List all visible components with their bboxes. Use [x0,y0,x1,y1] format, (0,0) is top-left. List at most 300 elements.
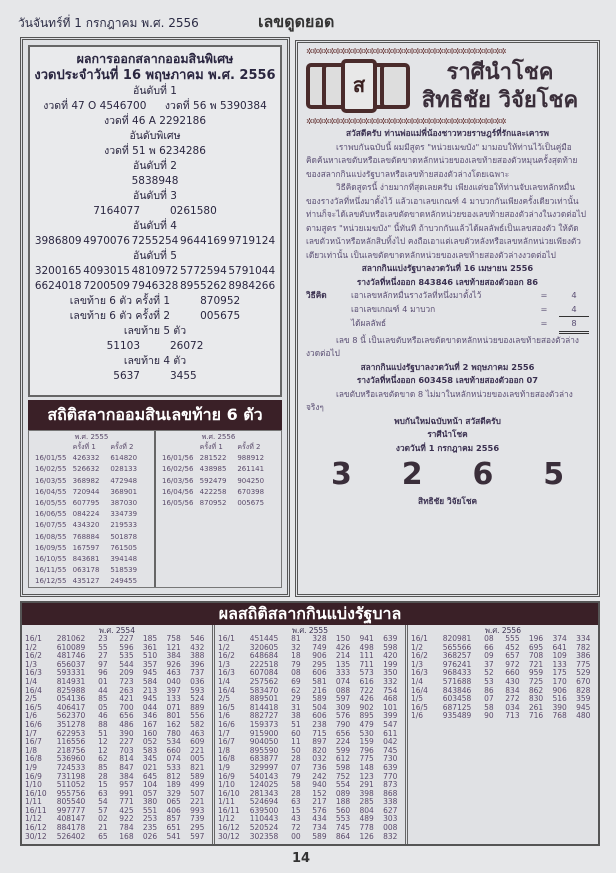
table-cell: 713 [505,711,520,721]
table-cell: 530 [359,728,374,738]
table-cell: 104 [142,780,158,790]
table-cell: 639 [383,634,398,643]
table-cell: 257562 [249,676,279,686]
last5-number: 26072 [170,340,204,352]
calc-value: 4 [571,290,577,300]
table-cell: 150 [335,634,351,643]
table-cell: 904250 [237,476,265,485]
table-cell: 026 [142,831,158,841]
table-cell: 616 [359,676,374,686]
prize-4-number: 9644169 [179,235,227,247]
table-cell: 332 [383,676,398,686]
table-cell: 1/6 [218,711,231,721]
table-row [218,687,402,696]
table-cell: 1/5 [411,694,424,704]
last6-1-number: 870952 [200,295,241,307]
table-cell: 420 [383,651,398,661]
table-cell: 599 [335,745,351,755]
table-cell: 110443 [249,814,279,824]
table-cell: 16/06/55 [35,510,67,519]
table-cell: 216 [312,685,327,695]
table-cell: 510 [142,651,158,661]
table-cell: 302358 [249,831,279,841]
table-row [35,476,148,487]
table-row [25,695,209,704]
table-cell: 581 [312,676,327,686]
prize-5-number: 8955262 [179,280,227,292]
table-cell: 612 [335,754,351,764]
special-prize-label: อันดับพิเศษ [129,130,181,142]
table-cell: 034 [505,702,520,712]
table-cell: 357 [142,659,158,669]
table-cell: 69 [291,676,301,686]
table-cell: 968433 [442,668,472,678]
table-cell: 534 [166,737,181,747]
table-cell: 775 [576,659,591,669]
table-cell: 16/1 [411,634,428,643]
table-cell: 224 [335,737,351,747]
table-cell: 028133 [110,465,138,474]
table-cell: 96 [98,668,108,678]
table-cell: 1/10 [25,780,42,790]
table-cell: 384 [166,651,181,661]
table-cell: 219533 [110,521,138,530]
table-cell: 168 [119,831,134,841]
table-row [218,652,402,661]
table-cell: 214 [335,651,351,661]
calc-eq: = [540,303,548,314]
table-cell: 16/5 [218,702,235,712]
table-row [218,712,402,721]
table-cell: 597 [335,694,351,704]
table-cell: 472948 [110,476,138,485]
table-header [35,442,148,453]
prize-4-number: 7255254 [131,235,179,247]
table-cell: 16/10 [218,788,240,798]
column-header [162,442,200,453]
table-cell: 524 [190,694,205,704]
table-cell: 941 [359,634,374,643]
table-cell: 387030 [110,499,138,508]
last4-label: เลขท้าย 4 ตัว [123,355,187,367]
table-cell: 16/2 [218,651,235,661]
lucky-zodiac-column [295,40,600,597]
table-cell: 295 [312,659,327,669]
table-cell: 217 [312,797,327,807]
table-cell: 988912 [237,454,265,463]
table-cell: 16/10/55 [35,555,67,564]
table-row [218,807,402,816]
table-cell: 074 [335,676,351,686]
table-cell: 660 [166,745,181,755]
table-cell: 731198 [56,771,86,781]
table-row [411,695,595,704]
table-cell: 16/04/56 [162,487,194,496]
table-cell: 021 [142,762,158,772]
table-cell: 044 [142,702,158,712]
table-cell: 862 [528,685,544,695]
table-cell: 350 [383,668,398,678]
prize-1-label: อันดับที่ 1 [133,85,177,97]
table-cell: 16/05/55 [35,499,67,508]
table-cell: 346 [142,711,158,721]
table-cell: 922 [119,814,134,824]
table-cell: 16/11 [25,805,47,815]
table-cell: 170 [552,676,567,686]
table-cell: 16/3 [25,668,42,678]
table-cell: 37 [484,659,494,669]
table-cell: 480 [576,711,591,721]
table-row [25,764,209,773]
table-cell: 535 [119,651,134,661]
table-cell: 334739 [110,510,138,519]
table-cell: 368257 [442,651,472,661]
table-cell: 135 [335,659,351,669]
table-cell: 23 [98,634,108,643]
table-cell: 687125 [442,702,472,712]
prize-5-number: 3200165 [34,265,82,277]
table-cell: 1/9 [25,762,38,772]
calc-label: วิธีคิด [306,290,327,300]
example-2-title: สลากกินแบ่งรัฐบาลงวดวันที่ 2 พฤษภาคม 2556 [360,361,535,372]
table-cell: 721 [528,659,544,669]
table-cell: 745 [335,823,351,833]
table-cell: 656037 [56,659,86,669]
example-2-result: รางวัลที่หนึ่งออก 603458 เลขท้ายสองตัวออก 07 [356,375,539,385]
table-cell: 603458 [442,694,472,704]
table-cell: 434320 [72,521,100,530]
table-cell: 555 [505,634,520,643]
table-cell: 16/6 [25,719,42,729]
table-row [35,576,148,587]
table-cell: 338 [383,797,398,807]
table-cell: 784 [119,823,134,833]
table-cell: 18 [291,651,301,661]
table-cell: 16/08/55 [35,532,67,541]
table-cell: 486 [119,719,134,729]
table-cell: 16/3 [218,668,235,678]
last5-label: เลขท้าย 5 ตัว [123,325,187,337]
table-cell: 329997 [249,762,279,772]
table-cell: 16/01/55 [35,454,67,463]
table-cell: 124025 [249,780,279,790]
table-cell: 873 [383,780,398,790]
table-cell: 1/8 [218,745,231,755]
table-row [25,833,209,842]
table-cell: 775 [359,754,374,764]
table-cell: 85 [98,762,108,772]
table-cell: 088 [335,685,351,695]
issue-date: วันจันทร์ที่ 1 กรกฎาคม พ.ศ. 2556 [18,16,199,30]
publication-title: เลขดูดยอด [258,12,335,31]
table-cell: 430 [505,676,520,686]
table-cell: 55 [98,642,108,652]
column-header: ครั้งที่ 1 [72,443,96,451]
panel-year: พ.ศ. 2554 [99,626,135,635]
table-cell: 870952 [199,499,227,508]
table-cell: 720944 [72,487,100,496]
prize-5-number: 7946328 [131,280,179,292]
table-cell: 361 [142,642,158,652]
table-cell: 641 [552,642,567,652]
prize-5-label: อันดับที่ 5 [133,250,177,262]
table-cell: 576 [312,805,327,815]
special-prize-number: งวดที่ 51 พ 6234286 [104,145,206,157]
lucky-digit: 5 [543,457,565,492]
table-cell: 07 [291,762,301,772]
table-cell: 796 [359,745,374,755]
table-cell: 847 [119,762,134,772]
table-cell: 489 [359,814,374,824]
table-cell: 1/4 [218,676,231,686]
table-cell: 758 [166,634,181,643]
table-cell: 609 [190,737,205,747]
table-cell: 1/10 [218,780,235,790]
table-cell: 51 [291,719,301,729]
table-cell: 53 [484,676,494,686]
table-cell: 2/5 [25,694,38,704]
table-cell: 281522 [199,454,227,463]
table-cell: 005675 [237,499,265,508]
table-cell: 1/8 [25,745,38,755]
table-cell: 58 [484,702,494,712]
table-cell: 123 [359,771,374,781]
table-cell: 28 [291,754,301,764]
table-row [25,824,209,833]
results-subtitle: งวดประจำวันที่ 16 พฤษภาคม พ.ศ. 2556 [34,68,276,83]
table-cell: 16/1 [25,634,42,643]
table-cell: 551 [142,805,158,815]
page-number: 14 [292,851,311,866]
table-cell: 479 [359,719,374,729]
year-panel [22,625,215,844]
table-cell: 435127 [72,577,100,586]
table-row [25,798,209,807]
lucky-digit: 3 [330,457,352,492]
table-row [25,669,209,678]
table-row [35,464,148,475]
table-cell: 843681 [72,555,100,564]
table-cell: 65 [98,831,108,841]
table-row [25,747,209,756]
table-cell: 222518 [249,659,279,669]
table-cell: 1/4 [411,676,424,686]
table-row [218,781,402,790]
table-row [411,712,595,721]
table-cell: 553 [335,814,351,824]
table-cell: 111 [359,651,374,661]
table-cell: 328 [312,634,327,643]
table-cell: 162 [166,719,181,729]
table-cell: 63 [291,797,301,807]
table-cell: 945 [576,702,591,712]
table-cell: 399 [383,711,398,721]
table-cell: 31 [291,702,301,712]
table-cell: 263 [119,685,134,695]
table-cell: 889 [190,702,205,712]
table-cell: 722 [359,685,374,695]
prize-5-number: 8984266 [228,280,276,292]
table-cell: 425 [119,805,134,815]
table-cell: 734 [312,823,327,833]
table-cell: 040 [166,676,181,686]
table-cell: 1/9 [218,762,231,772]
savings-lottery-section [20,37,290,597]
table-row [218,833,402,842]
table-cell: 272 [505,694,520,704]
table-row [162,453,275,464]
table-cell: 57 [98,805,108,815]
table-cell: 589 [312,831,327,841]
table-row [218,790,402,799]
table-row [162,476,275,487]
table-cell: 426332 [72,454,100,463]
table-cell: 51 [98,728,108,738]
table-cell: 997777 [56,805,86,815]
table-cell: 1/3 [411,659,424,669]
example-1-result: รางวัลที่หนึ่งออก 843846 เลขท้ายสองตัวออก 86 [356,276,539,287]
table-cell: 60 [291,728,301,738]
table-cell: 434 [312,814,327,824]
table-cell: 761505 [110,543,138,552]
calc-step: ได้ผลลัพธ์ [351,318,387,328]
table-row [411,687,595,696]
table-cell: 782 [576,642,591,652]
table-cell: 991 [119,788,134,798]
table-row [218,695,402,704]
table-cell: 384 [119,771,134,781]
table-row [411,661,595,670]
table-cell: 1/6 [25,711,38,721]
table-cell: 770 [383,771,398,781]
table-cell: 388 [190,651,205,661]
table-row [218,678,402,687]
table-cell: 957 [119,780,134,790]
table-row [411,678,595,687]
table-cell: 926 [166,659,181,669]
table-cell: 38 [291,711,301,721]
table-cell: 565566 [442,642,472,652]
prize-5-number: 6624018 [34,280,82,292]
table-cell: 08 [291,668,301,678]
table-cell: 589 [190,771,205,781]
table-cell: 249455 [110,577,138,586]
prize-4-label: อันดับที่ 4 [133,220,177,232]
table-cell: 16/1 [218,634,235,643]
table-row [218,669,402,678]
table-cell: 889501 [249,694,279,704]
table-cell: 725 [528,676,544,686]
prize-3-label: อันดับที่ 3 [133,190,177,202]
prize-5-number: 5772594 [179,265,227,277]
table-cell: 504 [312,702,327,712]
table-cell: 359 [576,694,591,704]
table-row [218,755,402,764]
table-cell: 825988 [56,685,86,695]
table-row [35,554,148,565]
table-cell: 66 [484,642,494,652]
table-cell: 16/5 [411,702,428,712]
table-cell: 1/3 [25,659,38,669]
table-cell: 562370 [56,711,86,721]
table-cell: 993 [190,805,205,815]
table-cell: 708 [528,651,544,661]
table-cell: 008 [383,823,398,833]
table-cell: 196 [528,634,544,643]
table-cell: 79 [291,771,301,781]
table-cell: 62 [98,754,108,764]
table-cell: 1/7 [25,728,38,738]
table-cell: 1/11 [218,797,235,807]
table-cell: 408147 [56,814,86,824]
table-year: พ.ศ. 2556 [201,433,236,441]
table-cell: 334 [576,634,591,643]
table-cell: 832 [383,831,398,841]
table-cell: 780 [166,728,181,738]
table-cell: 16/11/55 [35,566,67,575]
table-cell: 109 [552,651,567,661]
table-cell: 50 [291,745,301,755]
table-cell: 724533 [56,762,86,772]
table-cell: 16/01/56 [162,454,194,463]
column-header [35,442,73,453]
table-row [35,498,148,509]
table-cell: 160 [142,728,158,738]
table-cell: 054136 [56,694,86,704]
table-cell: 622953 [56,728,86,738]
table-header [162,442,275,453]
table-cell: 02 [98,814,108,824]
table-row [162,487,275,498]
table-cell: 895 [359,711,374,721]
prize-2-number: 5838948 [131,175,179,187]
table-cell: 897 [312,737,327,747]
table-cell: 670398 [237,487,265,496]
table-cell: 843846 [442,685,472,695]
table-cell: 12 [98,737,108,747]
table-cell: 1/2 [411,642,424,652]
table-cell: 185 [142,634,158,643]
table-cell: 771 [119,797,134,807]
last6-2-number: 005675 [200,310,241,322]
prize-4-number: 4970076 [83,235,130,247]
table-cell: 814 [119,754,134,764]
table-row [218,747,402,756]
table-cell: 1/6 [411,711,424,721]
table-cell: 54 [98,797,108,807]
table-cell: 683877 [249,754,279,764]
paragraph: เราพบกันฉบับนี้ ผมมีสูตร "หน่วยเมฆบัง" มามอบให้ท่านไว้เป็นคู่มือคิดค้นหาเลขตับหรือเลขตัดขาดหลักหน่วยของเลขท้ายสองตัวหมุนครั้งสุดท้ายของสลากกินแบ่งรัฐบาลหรือเลขท้ายสองตัวล่างโดยเฉพาะ [306,141,578,179]
table-cell: 309 [335,702,351,712]
table-cell: 639500 [249,805,279,815]
table-cell: 97 [98,659,108,669]
table-cell: 27 [98,651,108,661]
table-cell: 281343 [249,788,279,798]
table-row [218,815,402,824]
table-cell: 790 [335,719,351,729]
table-cell: 700 [119,702,134,712]
stat6-2555 [29,431,156,587]
table-cell: 16/05/56 [162,499,194,508]
table-cell: 16/6 [218,719,235,729]
table-cell: 657 [505,651,520,661]
table-cell: 511052 [56,780,86,790]
table-cell: 21 [98,823,108,833]
table-cell: 16/02/56 [162,465,194,474]
table-row [25,781,209,790]
table-cell: 716 [528,711,544,721]
table-cell: 81 [291,634,301,643]
